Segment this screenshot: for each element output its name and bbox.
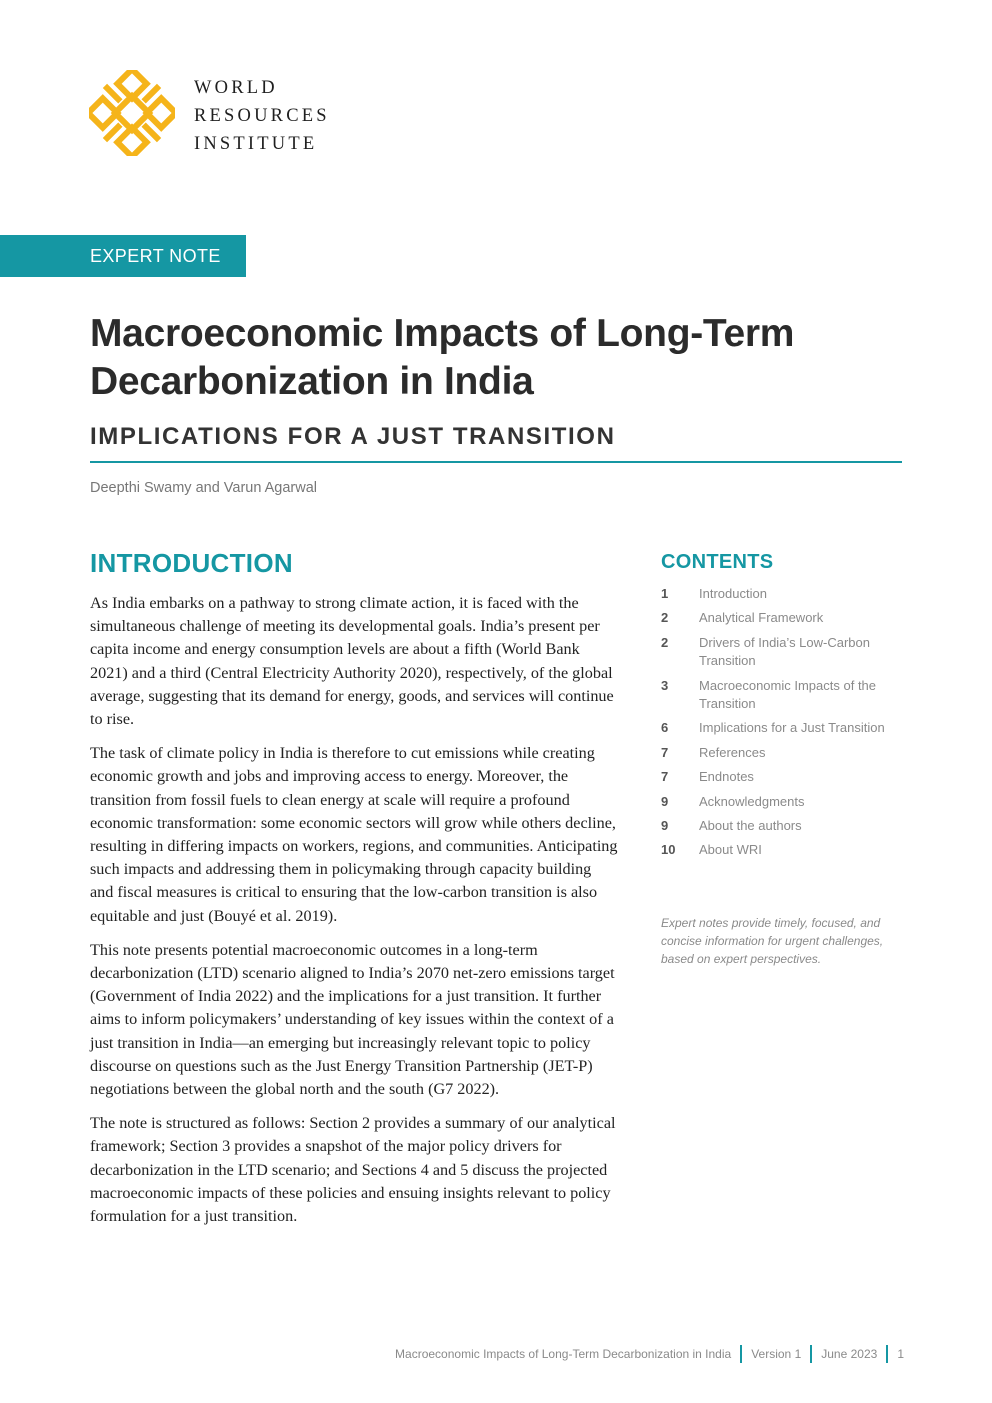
- intro-paragraph: This note presents potential macroeconomic outcomes in a long-term decarbonization (LTD) scenario aligned to India’s 2070 net-zero emissions target (Government of India 2022) and the implications for a just transition. It further aims to inform policymakers’ understanding of key issues within the context of a just transition in India—an emerging but increasingly relevant topic to policy discourse on questions such as the Just Energy Transition Partnership (JET-P) negotiations between the global north and the south (G7 2022).: [90, 940, 615, 1099]
- contents-item[interactable]: [661, 634, 901, 671]
- wordmark-line-3: INSTITUTE: [194, 134, 318, 154]
- contents-item[interactable]: [661, 719, 901, 737]
- contents-page: 10: [661, 842, 676, 858]
- contents-label: Endnotes: [699, 769, 754, 785]
- page-subtitle: IMPLICATIONS FOR A JUST TRANSITION: [90, 423, 616, 450]
- contents-item[interactable]: [661, 841, 901, 859]
- contents-label: Drivers of India’s Low-Carbon Transition: [699, 634, 870, 669]
- footer-date: June 2023: [821, 1347, 878, 1361]
- title-divider: [90, 461, 902, 463]
- introduction-body: [90, 592, 618, 1239]
- contents-item[interactable]: [661, 609, 901, 627]
- contents-page: 6: [661, 720, 669, 736]
- contents-page: 9: [661, 818, 669, 834]
- contents-page: 1: [661, 586, 669, 601]
- contents-item[interactable]: [661, 744, 901, 762]
- wordmark-line-2: RESOURCES: [194, 106, 330, 126]
- contents-list: [661, 585, 901, 866]
- wri-logo-icon: [89, 70, 175, 156]
- contents-label: Macroeconomic Impacts of the Transition: [699, 677, 877, 712]
- introduction-heading: INTRODUCTION: [90, 548, 293, 578]
- wri-wordmark: [194, 74, 330, 158]
- page-footer: [395, 1344, 904, 1364]
- contents-label: References: [699, 744, 766, 760]
- footer-separator: [740, 1345, 742, 1363]
- intro-paragraph: The task of climate policy in India is therefore to cut emissions while creating economic growth and jobs and improving access to energy. Moreover, the transition from fossil fuels to clean energy at scale will require a profound economic transformation: some economic sectors will grow while others decline, resulting in differing impacts on workers, regions, and communities. Anticipating such impacts and addressing them in policymaking through capacity building and fiscal measures is critical to ensuring that the low-carbon transition is also equitable and just (Bouyé et al. 2019).: [90, 744, 618, 925]
- contents-label: Implications for a Just Transition: [699, 720, 885, 736]
- expert-note-badge: EXPERT NOTE: [0, 235, 246, 277]
- contents-page: 2: [661, 634, 669, 650]
- contents-item[interactable]: [661, 793, 901, 811]
- footer-page-number: 1: [897, 1347, 904, 1361]
- contents-page: 7: [661, 744, 669, 760]
- contents-label: About the authors: [699, 818, 802, 834]
- contents-page: 7: [661, 769, 669, 785]
- expert-note-description: Expert notes provide timely, focused, and concise information for urgent challenges, based on expert perspectives.: [661, 916, 884, 966]
- contents-item[interactable]: [661, 677, 901, 714]
- page-title: Macroeconomic Impacts of Long-Term Decarbonization in India: [90, 312, 795, 403]
- footer-version: Version 1: [751, 1347, 802, 1361]
- contents-item[interactable]: [661, 817, 901, 835]
- intro-paragraph: As India embarks on a pathway to strong climate action, it is faced with the simultaneous challenge of meeting its developmental goals. India’s present per capita income and energy consumption levels are about a fifth (World Bank 2021) and a third (Central Electricity Authority 2020), respectively, of the global average, suggesting that its demand for energy, goods, and services will continue to rise.: [90, 594, 614, 729]
- contents-label: Acknowledgments: [699, 793, 805, 809]
- contents-item[interactable]: [661, 768, 901, 786]
- footer-title: Macroeconomic Impacts of Long-Term Decarbonization in India: [395, 1347, 732, 1361]
- footer-separator: [810, 1345, 812, 1363]
- authors: Deepthi Swamy and Varun Agarwal: [90, 480, 318, 496]
- contents-heading: CONTENTS: [661, 551, 774, 573]
- footer-separator: [886, 1345, 888, 1363]
- contents-page: 3: [661, 677, 669, 693]
- contents-page: 9: [661, 793, 669, 809]
- contents-label: About WRI: [699, 842, 762, 858]
- intro-paragraph: The note is structured as follows: Section 2 provides a summary of our analytical framework; Section 3 provides a snapshot of the major policy drivers for decarbonization in the LTD scenario; and Sections 4 and 5 discuss the projected macroeconomic impacts of these policies and ensuing insights relevant to policy formulation for a just transition.: [90, 1114, 616, 1226]
- contents-label: Introduction: [699, 586, 767, 601]
- wordmark-line-1: WORLD: [194, 78, 278, 98]
- contents-page: 2: [661, 610, 669, 626]
- contents-label: Analytical Framework: [699, 610, 824, 626]
- contents-item[interactable]: [661, 585, 901, 603]
